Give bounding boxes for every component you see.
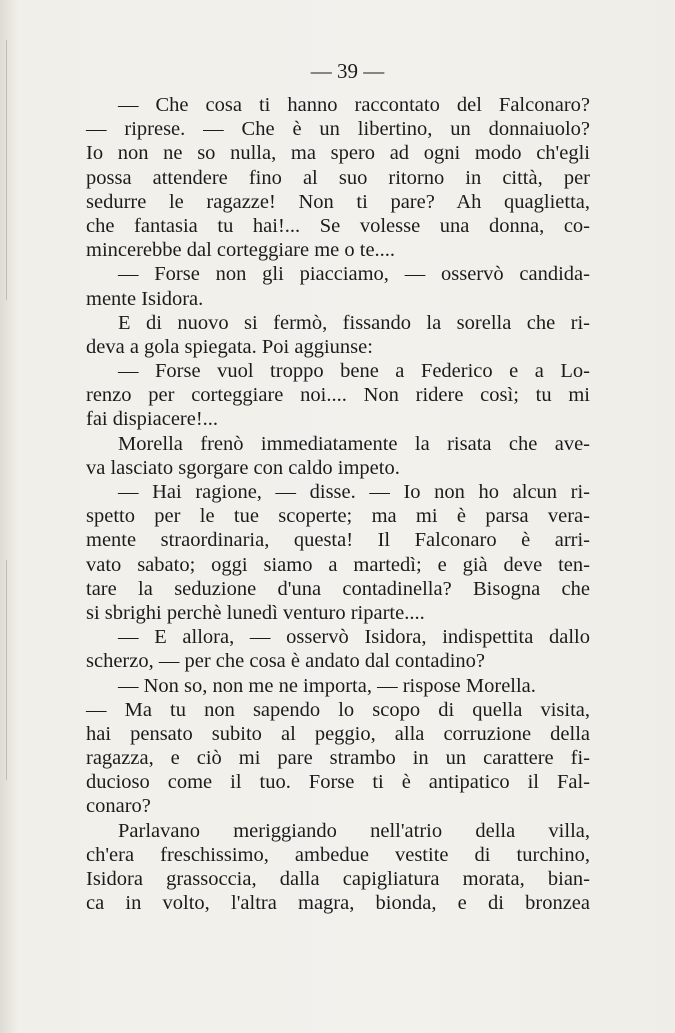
text-line: si sbrighi perchè lunedì venturo riparte....	[86, 601, 425, 624]
text-line: va lasciato sgorgare con caldo impeto.	[86, 456, 400, 479]
text-line: Parlavano meriggiando nell'atrio della villa,	[118, 819, 590, 842]
text-line: — riprese. — Che è un libertino, un donnaiuolo?	[86, 118, 590, 141]
left-margin-shadow-lower	[6, 560, 7, 780]
text-line: — Ma tu non sapendo lo scopo di quella visita,	[86, 698, 590, 721]
text-line: ca in volto, l'altra magra, bionda, e di bronzea	[86, 892, 590, 915]
text-line: — Forse vuol troppo bene a Federico e a Lo-	[118, 360, 590, 383]
text-line: renzo per corteggiare noi.... Non ridere così; tu mi	[86, 384, 590, 407]
text-line: possa attendere fino al suo ritorno in città, per	[86, 166, 590, 189]
text-line: mente straordinaria, questa! Il Falconaro è arri-	[86, 529, 590, 552]
page-number: — 39 —	[310, 59, 385, 83]
text-line: sedurre le ragazze! Non ti pare? Ah quaglietta,	[86, 190, 590, 213]
text-line: deva a gola spiegata. Poi aggiunse:	[86, 335, 373, 358]
text-line: tare la seduzione d'una contadinella? Bisogna che	[86, 577, 590, 600]
text-line: hai pensato subito al peggio, alla corruzione della	[86, 722, 590, 745]
text-line: — Che cosa ti hanno raccontato del Falconaro?	[118, 94, 590, 116]
text-line: Morella frenò immediatamente la risata che ave-	[118, 432, 590, 455]
text-line: mente Isidora.	[86, 287, 204, 310]
text-line: conaro?	[86, 795, 151, 818]
page-text	[86, 93, 590, 915]
text-line: ch'era freschissimo, ambedue vestite di turchino,	[86, 843, 590, 866]
text-line: ragazza, e ciò mi pare strambo in un carattere fi-	[86, 747, 590, 770]
text-line: ducioso come il tuo. Forse ti è antipatico il Fal-	[86, 771, 590, 794]
text-line: — Hai ragione, — disse. — Io non ho alcun ri-	[118, 481, 590, 503]
text-line: scherzo, — per che cosa è andato dal contadino?	[86, 650, 485, 673]
text-line: — E allora, — osservò Isidora, indispettita dallo	[118, 626, 590, 649]
text-line: — Forse non gli piacciamo, — osservò candida-	[118, 263, 590, 286]
text-line: E di nuovo si fermò, fissando la sorella che ri-	[118, 311, 590, 334]
text-line: spetto per le tue scoperte; ma mi è parsa vera-	[86, 505, 590, 528]
text-line: Isidora grassoccia, dalla capigliatura morata, bian-	[86, 868, 590, 890]
text-line: Io non ne so nulla, ma spero ad ogni modo ch'egli	[86, 142, 590, 165]
text-line: — Non so, non me ne importa, — rispose Morella.	[118, 674, 536, 697]
text-line: che fantasia tu hai!... Se volesse una donna, co-	[86, 214, 590, 237]
text-line: mincerebbe dal corteggiare me o te....	[86, 239, 396, 262]
text-line: vato sabato; oggi siamo a martedì; e già deve ten-	[86, 553, 590, 576]
text-line: fai dispiacere!...	[86, 408, 219, 431]
